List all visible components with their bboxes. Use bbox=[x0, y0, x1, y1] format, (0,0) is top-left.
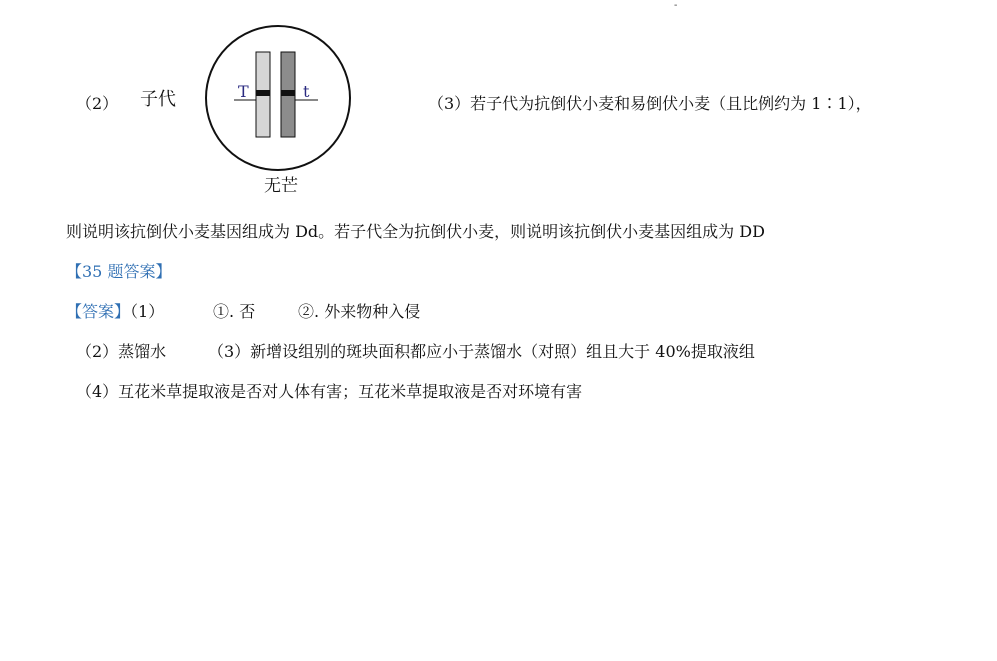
answer-1a-num: ①. bbox=[213, 302, 235, 321]
chromosome-diagram bbox=[202, 18, 362, 178]
answer-1b-num: ②. bbox=[298, 302, 320, 321]
part2-label: （2） bbox=[76, 94, 119, 113]
answer-4: （4）互花米草提取液是否对人体有害；互花米草提取液是否对环境有害 bbox=[76, 382, 583, 401]
answer-2: （2）蒸馏水 bbox=[76, 342, 167, 361]
part3-line2: 则说明该抗倒伏小麦基因组成为 Dd。若子代全为抗倒伏小麦，则说明该抗倒伏小麦基因组成为 DD bbox=[66, 222, 765, 241]
answer-tag: 【答案】 bbox=[66, 302, 131, 321]
answer-1-prefix: （1） bbox=[130, 302, 165, 321]
answer-1a-text: 否 bbox=[239, 302, 256, 321]
answer-1b-text: 外来物种入侵 bbox=[324, 302, 421, 321]
answer-1b bbox=[298, 302, 420, 322]
answer-3: （3）新增设组别的斑块面积都应小于蒸馏水（对照）组且大于 40%提取液组 bbox=[208, 342, 755, 361]
allele-label-left: T bbox=[238, 82, 249, 101]
q35-heading: 【35 题答案】 bbox=[66, 262, 172, 281]
cell-circle bbox=[206, 26, 350, 170]
offspring-label: 子代 bbox=[140, 89, 176, 110]
part3-line1: （3）若子代为抗倒伏小麦和易倒伏小麦（且比例约为 1∶1）， bbox=[428, 94, 872, 113]
header-mark: - bbox=[674, 0, 678, 11]
diagram-caption: 无芒 bbox=[264, 176, 298, 196]
answer-line-1 bbox=[66, 302, 164, 322]
allele-label-right: t bbox=[303, 82, 310, 101]
answer-1a bbox=[213, 302, 255, 322]
gene-locus-right bbox=[281, 90, 295, 96]
gene-locus-left bbox=[256, 90, 270, 96]
